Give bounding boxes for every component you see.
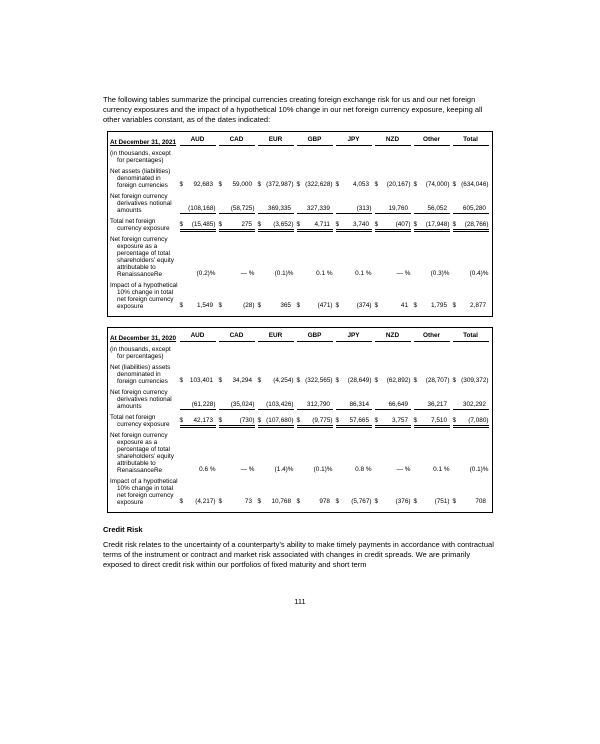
cell-value: (107,680) xyxy=(266,417,294,424)
table-cell xyxy=(178,181,217,189)
table-cell xyxy=(217,270,256,278)
table-cell xyxy=(373,417,412,428)
dollar-sign: $ xyxy=(413,181,418,188)
column-header-label: JPY xyxy=(347,332,360,339)
dollar-sign: $ xyxy=(218,221,223,228)
table-title: At December 31, 2021 xyxy=(110,139,177,146)
cell-value: (0.3)% xyxy=(430,270,450,277)
credit-risk-paragraph: Credit risk relates to the uncertainty of a counterparty’s ability to make timely payments in accordance with contractual terms of the instrument or contract and market risk associated with changes in credit spreads. We are primarily exposed to direct credit risk within our portfolios of fixed maturity and short term xyxy=(103,540,494,569)
fx-exposure-table-2020 xyxy=(107,327,493,513)
cell-value: 103,401 xyxy=(189,377,213,384)
credit-risk-heading: Credit Risk xyxy=(103,525,143,534)
row-label: Impact of a hypothetical 10% change in total net foreign currency exposure xyxy=(110,282,178,310)
table-row xyxy=(110,478,490,506)
cell-value: 708 xyxy=(475,498,486,505)
dollar-sign: $ xyxy=(257,181,262,188)
row-label: Net foreign currency exposure as a percentage of total shareholders’ equity attributable to RenaissanceRe xyxy=(110,236,174,278)
dollar-sign: $ xyxy=(296,377,301,384)
column-header xyxy=(412,136,451,146)
dollar-sign: $ xyxy=(374,417,379,424)
column-header-label: AUD xyxy=(190,332,205,339)
cell-value: 36,217 xyxy=(427,401,447,408)
table-cell xyxy=(334,377,373,385)
dollar-sign: $ xyxy=(413,498,418,505)
cell-value: 0.6 % xyxy=(199,466,216,473)
cell-value: 312,790 xyxy=(306,401,330,408)
column-header xyxy=(412,332,451,342)
table-cell xyxy=(451,377,490,385)
table-units-note: (in thousands, except for percentages) xyxy=(110,346,171,360)
column-header xyxy=(451,332,490,342)
table-row xyxy=(110,282,490,310)
table-cell xyxy=(295,181,334,189)
column-header-label: JPY xyxy=(347,136,360,143)
column-header-label: GBP xyxy=(307,332,322,339)
dollar-sign: $ xyxy=(374,377,379,384)
cell-value: (634,046) xyxy=(461,181,489,188)
column-header-label: CAD xyxy=(229,136,244,143)
table-cell xyxy=(451,302,490,310)
table-cell xyxy=(334,221,373,232)
cell-value: (58,725) xyxy=(230,205,255,212)
table-cell xyxy=(256,498,295,506)
cell-value: (374) xyxy=(356,302,372,309)
cell-value: — % xyxy=(240,270,255,277)
dollar-sign: $ xyxy=(335,377,340,384)
table-cell xyxy=(373,498,412,506)
dollar-sign: $ xyxy=(452,221,457,228)
row-label: Total net foreign currency exposure xyxy=(110,218,170,232)
table-cell xyxy=(334,302,373,310)
table-cell xyxy=(256,181,295,189)
table-cell xyxy=(373,270,412,278)
cell-value: 41 xyxy=(400,302,408,309)
cell-value: 42,173 xyxy=(193,417,213,424)
cell-value: 327,339 xyxy=(306,205,330,212)
cell-value: (28) xyxy=(243,302,255,309)
cell-value: (313) xyxy=(356,205,372,212)
cell-value: 86,314 xyxy=(349,401,369,408)
table-cell xyxy=(178,205,217,214)
cell-value: 605,280 xyxy=(462,205,486,212)
column-header xyxy=(295,136,334,146)
cell-value: 0.8 % xyxy=(355,466,372,473)
table-cell xyxy=(256,205,295,214)
column-header xyxy=(334,332,373,342)
column-header xyxy=(256,332,295,342)
cell-value: (7,080) xyxy=(468,417,489,424)
table-cell xyxy=(217,401,256,410)
dollar-sign: $ xyxy=(452,377,457,384)
table-cell xyxy=(373,302,412,310)
cell-value: 4,053 xyxy=(353,181,369,188)
cell-value: 0.1 % xyxy=(316,270,333,277)
cell-value: (4,254) xyxy=(273,377,294,384)
table-cell xyxy=(217,498,256,506)
dollar-sign: $ xyxy=(296,181,301,188)
row-label: Net (liabilities) assets denominated in foreign currencies xyxy=(110,364,171,385)
cell-value: 1,549 xyxy=(197,302,213,309)
column-header xyxy=(373,136,412,146)
column-header-label: NZD xyxy=(385,332,400,339)
dollar-sign: $ xyxy=(296,417,301,424)
dollar-sign: $ xyxy=(413,302,418,309)
cell-value: (322,565) xyxy=(305,377,333,384)
column-header-label: Total xyxy=(463,332,478,339)
column-header-label: EUR xyxy=(268,332,283,339)
dollar-sign: $ xyxy=(179,498,184,505)
row-label: Net foreign currency derivatives notional amounts xyxy=(110,193,172,214)
cell-value: (17,948) xyxy=(425,221,450,228)
table-row xyxy=(110,168,490,189)
column-header xyxy=(217,332,256,342)
table-header-row xyxy=(110,136,490,146)
cell-value: 1,795 xyxy=(431,302,447,309)
table-cell xyxy=(256,221,295,232)
table-cell xyxy=(451,270,490,278)
table-cell xyxy=(451,221,490,232)
dollar-sign: $ xyxy=(257,498,262,505)
table-cell xyxy=(217,417,256,428)
dollar-sign: $ xyxy=(296,302,301,309)
dollar-sign: $ xyxy=(413,417,418,424)
fx-exposure-table-2021 xyxy=(107,131,493,317)
table-cell xyxy=(451,205,490,214)
column-header-label: NZD xyxy=(385,136,400,143)
cell-value: (372,987) xyxy=(266,181,294,188)
table-cell xyxy=(373,377,412,385)
dollar-sign: $ xyxy=(218,302,223,309)
table-title: At December 31, 2020 xyxy=(110,335,177,342)
dollar-sign: $ xyxy=(374,302,379,309)
table-cell xyxy=(178,270,217,278)
cell-value: 0.1 % xyxy=(433,466,450,473)
cell-value: (751) xyxy=(434,498,450,505)
table-row xyxy=(110,364,490,385)
table-note-row xyxy=(110,346,490,360)
cell-value: (1.4)% xyxy=(274,466,294,473)
table-row xyxy=(110,193,490,214)
table-row xyxy=(110,389,490,410)
table-cell xyxy=(217,466,256,474)
cell-value: (74,000) xyxy=(425,181,450,188)
column-header xyxy=(451,136,490,146)
cell-value: (730) xyxy=(239,417,255,424)
cell-value: 302,292 xyxy=(462,401,486,408)
table-cell xyxy=(412,205,451,214)
dollar-sign: $ xyxy=(179,377,184,384)
dollar-sign: $ xyxy=(452,417,457,424)
column-header xyxy=(295,332,334,342)
column-header-label: AUD xyxy=(190,136,205,143)
dollar-sign: $ xyxy=(335,302,340,309)
cell-value: (407) xyxy=(395,221,411,228)
cell-value: (103,426) xyxy=(266,401,294,408)
cell-value: (28,766) xyxy=(464,221,489,228)
page-number: 111 xyxy=(294,597,306,606)
table-cell xyxy=(217,205,256,214)
cell-value: (15,485) xyxy=(191,221,216,228)
table-cell xyxy=(295,498,334,506)
table-cell xyxy=(295,377,334,385)
dollar-sign: $ xyxy=(257,221,262,228)
row-label: Net assets (liabilities) denominated in foreign currencies xyxy=(110,168,171,189)
table-cell xyxy=(178,466,217,474)
table-cell xyxy=(295,401,334,410)
table-cell xyxy=(217,221,256,232)
cell-value: 56,052 xyxy=(427,205,447,212)
dollar-sign: $ xyxy=(413,221,418,228)
cell-value: — % xyxy=(240,466,255,473)
dollar-sign: $ xyxy=(179,417,184,424)
table-cell xyxy=(412,270,451,278)
table-cell xyxy=(256,270,295,278)
table-cell xyxy=(334,417,373,428)
table-cell xyxy=(451,417,490,428)
table-cell xyxy=(256,466,295,474)
table-cell xyxy=(412,401,451,410)
table-cell xyxy=(334,498,373,506)
table-cell xyxy=(295,417,334,428)
table-cell xyxy=(412,181,451,189)
column-header-label: GBP xyxy=(307,136,322,143)
dollar-sign: $ xyxy=(335,221,340,228)
cell-value: (28,649) xyxy=(347,377,372,384)
column-header-label: Total xyxy=(463,136,478,143)
table-cell xyxy=(295,205,334,214)
dollar-sign: $ xyxy=(218,498,223,505)
cell-value: (0.4)% xyxy=(469,270,489,277)
table-cell xyxy=(178,417,217,428)
cell-value: 369,335 xyxy=(267,205,291,212)
dollar-sign: $ xyxy=(452,181,457,188)
dollar-sign: $ xyxy=(335,181,340,188)
row-label: Impact of a hypothetical 10% change in total net foreign currency exposure xyxy=(110,478,178,506)
cell-value: (0.2)% xyxy=(196,270,216,277)
dollar-sign: $ xyxy=(179,221,184,228)
dollar-sign: $ xyxy=(296,221,301,228)
dollar-sign: $ xyxy=(257,302,262,309)
cell-value: 10,768 xyxy=(271,498,291,505)
table-cell xyxy=(412,466,451,474)
table-cell xyxy=(412,417,451,428)
dollar-sign: $ xyxy=(452,498,457,505)
dollar-sign: $ xyxy=(218,181,223,188)
table-cell xyxy=(373,221,412,232)
table-cell xyxy=(334,270,373,278)
column-header xyxy=(334,136,373,146)
table-cell xyxy=(178,498,217,506)
cell-value: 7,510 xyxy=(431,417,447,424)
column-header xyxy=(256,136,295,146)
table-cell xyxy=(451,401,490,410)
column-header xyxy=(217,136,256,146)
table-cell xyxy=(451,498,490,506)
dollar-sign: $ xyxy=(335,417,340,424)
dollar-sign: $ xyxy=(374,221,379,228)
row-label: Net foreign currency exposure as a percentage of total shareholders’ equity attributable to RenaissanceRe xyxy=(110,432,174,474)
cell-value: (471) xyxy=(317,302,333,309)
table-cell xyxy=(178,302,217,310)
cell-value: 3,757 xyxy=(392,417,408,424)
cell-value: 57,665 xyxy=(349,417,369,424)
cell-value: (35,024) xyxy=(230,401,255,408)
cell-value: — % xyxy=(396,270,411,277)
cell-value: (28,707) xyxy=(425,377,450,384)
table-cell xyxy=(373,181,412,189)
table-cell xyxy=(217,377,256,385)
table-row xyxy=(110,218,490,232)
table-cell xyxy=(295,466,334,474)
cell-value: — % xyxy=(396,466,411,473)
table-cell xyxy=(412,377,451,385)
table-cell xyxy=(256,377,295,385)
dollar-sign: $ xyxy=(374,498,379,505)
cell-value: (20,167) xyxy=(386,181,411,188)
table-cell xyxy=(334,401,373,410)
table-cell xyxy=(373,205,412,214)
cell-value: 275 xyxy=(241,221,252,228)
table-cell xyxy=(295,270,334,278)
column-header xyxy=(373,332,412,342)
cell-value: 92,683 xyxy=(193,181,213,188)
table-units-note: (in thousands, except for percentages) xyxy=(110,150,171,164)
cell-value: (4,217) xyxy=(195,498,216,505)
table-row xyxy=(110,432,490,474)
column-header-label: Other xyxy=(422,136,441,143)
column-header xyxy=(178,136,217,146)
column-header-label: EUR xyxy=(268,136,283,143)
table-cell xyxy=(178,221,217,232)
cell-value: (5,767) xyxy=(351,498,372,505)
dollar-sign: $ xyxy=(218,377,223,384)
cell-value: (376) xyxy=(395,498,411,505)
dollar-sign: $ xyxy=(452,302,457,309)
table-cell xyxy=(451,181,490,189)
table-cell xyxy=(178,401,217,410)
table-cell xyxy=(256,302,295,310)
cell-value: (0.1)% xyxy=(313,466,333,473)
dollar-sign: $ xyxy=(179,181,184,188)
cell-value: 66,649 xyxy=(388,401,408,408)
cell-value: (309,372) xyxy=(461,377,489,384)
table-cell xyxy=(373,401,412,410)
cell-value: 2,877 xyxy=(470,302,486,309)
table-header-row xyxy=(110,332,490,342)
dollar-sign: $ xyxy=(413,377,418,384)
table-cell xyxy=(295,302,334,310)
table-cell xyxy=(334,205,373,214)
dollar-sign: $ xyxy=(335,498,340,505)
table-cell xyxy=(412,302,451,310)
table-cell xyxy=(295,221,334,232)
cell-value: (322,628) xyxy=(305,181,333,188)
dollar-sign: $ xyxy=(374,181,379,188)
table-cell xyxy=(217,302,256,310)
cell-value: 59,000 xyxy=(232,181,252,188)
row-label: Net foreign currency derivatives notional amounts xyxy=(110,389,172,410)
cell-value: 365 xyxy=(280,302,291,309)
table-cell xyxy=(373,466,412,474)
table-cell xyxy=(334,181,373,189)
cell-value: (0.1)% xyxy=(469,466,489,473)
column-header xyxy=(178,332,217,342)
cell-value: (9,775) xyxy=(312,417,333,424)
table-cell xyxy=(217,181,256,189)
cell-value: (62,892) xyxy=(386,377,411,384)
row-label: Total net foreign currency exposure xyxy=(110,414,170,428)
table-row xyxy=(110,414,490,428)
cell-value: 34,294 xyxy=(232,377,252,384)
column-header-label: Other xyxy=(422,332,441,339)
table-cell xyxy=(178,377,217,385)
dollar-sign: $ xyxy=(218,417,223,424)
dollar-sign: $ xyxy=(296,498,301,505)
intro-paragraph: The following tables summarize the principal currencies creating foreign exchange risk for us and our net foreign currency exposures and the impact of a hypothetical 10% change in our net foreign currency exposure, keeping all other variables constant, as of the dates indicated: xyxy=(103,95,483,124)
cell-value: 978 xyxy=(319,498,330,505)
cell-value: (3,652) xyxy=(273,221,294,228)
table-cell xyxy=(256,417,295,428)
cell-value: (108,168) xyxy=(188,205,216,212)
table-cell xyxy=(334,466,373,474)
dollar-sign: $ xyxy=(257,377,262,384)
table-cell xyxy=(412,221,451,232)
table-cell xyxy=(256,401,295,410)
dollar-sign: $ xyxy=(179,302,184,309)
table-cell xyxy=(412,498,451,506)
cell-value: 0.1 % xyxy=(355,270,372,277)
cell-value: 73 xyxy=(244,498,252,505)
dollar-sign: $ xyxy=(257,417,262,424)
cell-value: 3,740 xyxy=(353,221,369,228)
cell-value: (61,228) xyxy=(191,401,216,408)
cell-value: 4,711 xyxy=(314,221,330,228)
table-row xyxy=(110,236,490,278)
cell-value: 19,760 xyxy=(388,205,408,212)
table-note-row xyxy=(110,150,490,164)
cell-value: (0.1)% xyxy=(274,270,294,277)
table-cell xyxy=(451,466,490,474)
column-header-label: CAD xyxy=(229,332,244,339)
